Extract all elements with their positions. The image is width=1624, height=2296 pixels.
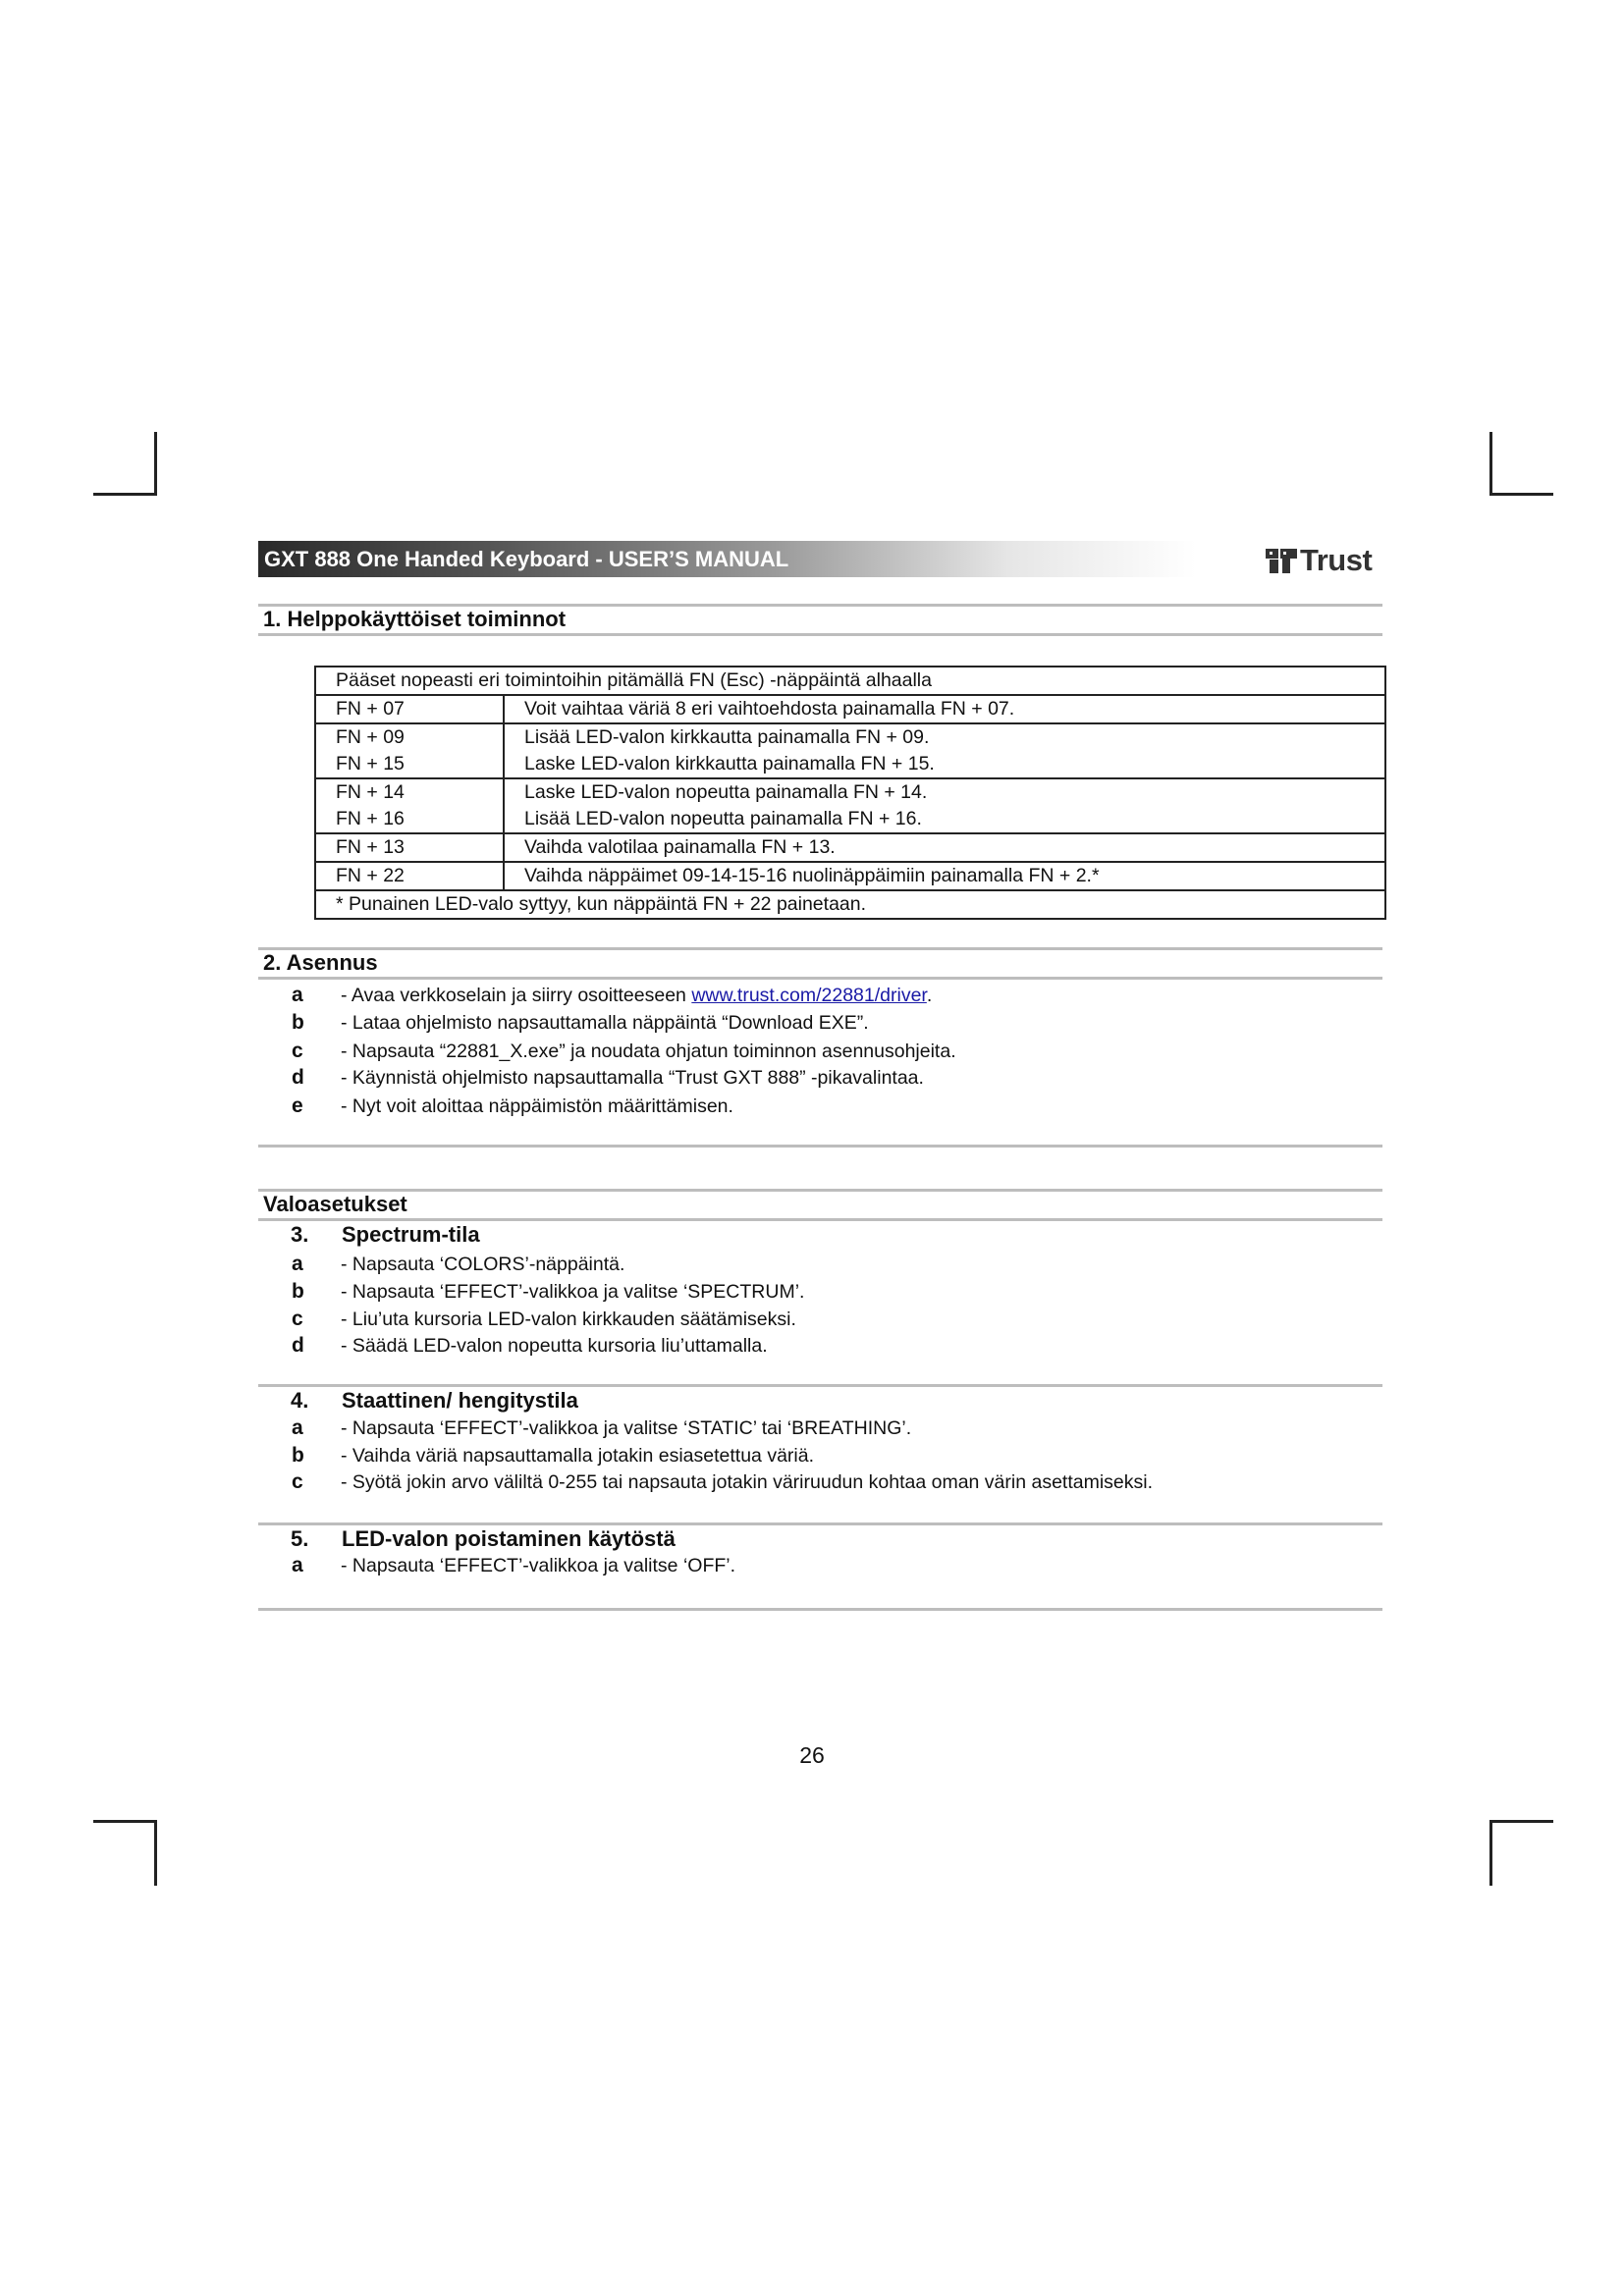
shortcut-description: Vaihda näppäimet 09-14-15-16 nuolinäppäimiin painamalla FN + 2.* [504, 862, 1385, 890]
divider [258, 1608, 1382, 1611]
list-item [0, 1093, 1375, 1120]
list-item [0, 1332, 1375, 1360]
list-item [0, 1009, 1375, 1037]
table-row [315, 862, 1385, 890]
subsection-title: Spectrum-tila [342, 1222, 480, 1247]
step-text: - Lataa ohjelmisto napsauttamalla näppäintä “Download EXE”. [341, 1012, 869, 1034]
shortcut-description: Lisää LED-valon kirkkautta painamalla FN + 09. [524, 726, 930, 748]
subsection-title: Staattinen/ hengitystila [342, 1388, 578, 1413]
step-letter: a [292, 1416, 303, 1439]
step-letter: c [292, 1470, 303, 1493]
table-row [315, 723, 1385, 751]
table-row [315, 806, 1385, 833]
step-text: - Nyt voit aloittaa näppäimistön määrittämisen. [341, 1095, 733, 1117]
step-text: - Vaihda väriä napsauttamalla jotakin esiasetettua väriä. [341, 1445, 814, 1467]
divider [258, 1189, 1382, 1192]
step-letter: b [292, 1011, 304, 1034]
subsection-number: 4. [291, 1388, 309, 1413]
shortcut-description: Vaihda valotilaa painamalla FN + 13. [504, 833, 1385, 862]
trust-logo-icon [1265, 546, 1298, 575]
step-text: - Napsauta ‘EFFECT’-valikkoa ja valitse ‘STATIC’ tai ‘BREATHING’. [341, 1417, 912, 1439]
list-item [0, 1415, 1375, 1442]
step-letter: e [292, 1095, 303, 1117]
step-text: - Napsauta “22881_X.exe” ja noudata ohjatun toiminnon asennusohjeita. [341, 1041, 956, 1062]
step-letter: d [292, 1066, 304, 1089]
step-letter: a [292, 1253, 303, 1275]
divider [258, 947, 1382, 950]
shortcut-description: Laske LED-valon kirkkautta painamalla FN + 15. [504, 751, 1385, 778]
step-letter: a [292, 1554, 303, 1576]
manual-header-bar [258, 541, 1196, 577]
table-row [315, 751, 1385, 778]
list-item [0, 1278, 1375, 1306]
section-title-valoasetukset: Valoasetukset [263, 1192, 407, 1216]
step-text: - Säädä LED-valon nopeutta kursoria liu’uttamalla. [341, 1335, 768, 1357]
manual-title: GXT 888 One Handed Keyboard - USER’S MANUAL [264, 547, 789, 571]
subsection-number: 5. [291, 1526, 309, 1551]
crop-mark-top-right [1489, 432, 1553, 496]
subsection-number: 3. [291, 1222, 309, 1247]
step-text: - Napsauta ‘EFFECT’-valikkoa ja valitse ‘SPECTRUM’. [341, 1281, 805, 1303]
shortcut-key: FN + 07 [315, 695, 504, 723]
table-row [315, 695, 1385, 723]
step-text: - Liu’uta kursoria LED-valon kirkkauden säätämiseksi. [341, 1308, 796, 1330]
step-letter: b [292, 1444, 304, 1467]
driver-link[interactable]: www.trust.com/22881/driver [691, 985, 927, 1006]
crop-mark-bottom-right [1489, 1820, 1553, 1886]
step-text-suffix: . [926, 985, 933, 1006]
trust-logo-text: Trust [1300, 543, 1373, 577]
shortcut-key: FN + 15 [315, 751, 504, 778]
trust-logo [1265, 543, 1372, 578]
list-item [0, 982, 1375, 1009]
step-letter: c [292, 1040, 303, 1062]
shortcut-key: FN + 22 [315, 862, 504, 890]
step-text-main: - Avaa verkkoselain ja siirry osoitteeseen [341, 985, 692, 1006]
shortcut-description: Lisää LED-valon nopeutta painamalla FN + 16. [504, 806, 1385, 833]
crop-mark-top-left [93, 432, 157, 496]
step-text [341, 982, 932, 1009]
crop-mark-bottom-left [93, 1820, 157, 1886]
divider [258, 977, 1382, 980]
table-footnote: * Punainen LED-valo syttyy, kun näppäintä FN + 22 painetaan. [336, 893, 867, 915]
shortcut-key: FN + 14 [315, 778, 504, 806]
step-letter: c [292, 1308, 303, 1330]
section-title-asennus: 2. Asennus [263, 950, 378, 975]
step-letter: a [292, 984, 303, 1006]
list-item [0, 1038, 1375, 1065]
step-text: - Käynnistä ohjelmisto napsauttamalla “Trust GXT 888” -pikavalintaa. [341, 1067, 924, 1089]
shortcut-description: Laske LED-valon nopeutta painamalla FN + 14. [524, 781, 928, 803]
step-text: - Syötä jokin arvo väliltä 0-255 tai napsauta jotakin väriruudun kohtaa oman värin asettamiseksi. [341, 1471, 1154, 1493]
list-item [0, 1442, 1375, 1469]
step-letter: b [292, 1280, 304, 1303]
page-number: 26 [799, 1742, 825, 1768]
table-intro: Pääset nopeasti eri toimintoihin pitämällä FN (Esc) -näppäintä alhaalla [315, 667, 1385, 695]
list-item [0, 1306, 1375, 1333]
list-item [0, 1468, 1375, 1496]
shortcut-key: FN + 16 [315, 806, 504, 833]
table-row [315, 778, 1385, 806]
shortcut-key: FN + 13 [315, 833, 504, 862]
fn-shortcut-table [314, 666, 1386, 920]
step-text: - Napsauta ‘COLORS’-näppäintä. [341, 1254, 625, 1275]
step-letter: d [292, 1334, 304, 1357]
table-row [315, 667, 1385, 695]
shortcut-key: FN + 09 [315, 723, 504, 751]
table-row [315, 833, 1385, 862]
divider [258, 633, 1382, 636]
list-item [0, 1552, 1375, 1579]
shortcut-description: Voit vaihtaa väriä 8 eri vaihtoehdosta painamalla FN + 07. [504, 695, 1385, 723]
list-item [0, 1251, 1375, 1278]
step-text: - Napsauta ‘EFFECT’-valikkoa ja valitse ‘OFF’. [341, 1555, 736, 1576]
subsection-title: LED-valon poistaminen käytöstä [342, 1526, 676, 1551]
table-row [315, 890, 1385, 919]
section-title-helppokayttoiset: 1. Helppokäyttöiset toiminnot [263, 607, 567, 631]
list-item [0, 1064, 1375, 1092]
divider [258, 1145, 1382, 1148]
